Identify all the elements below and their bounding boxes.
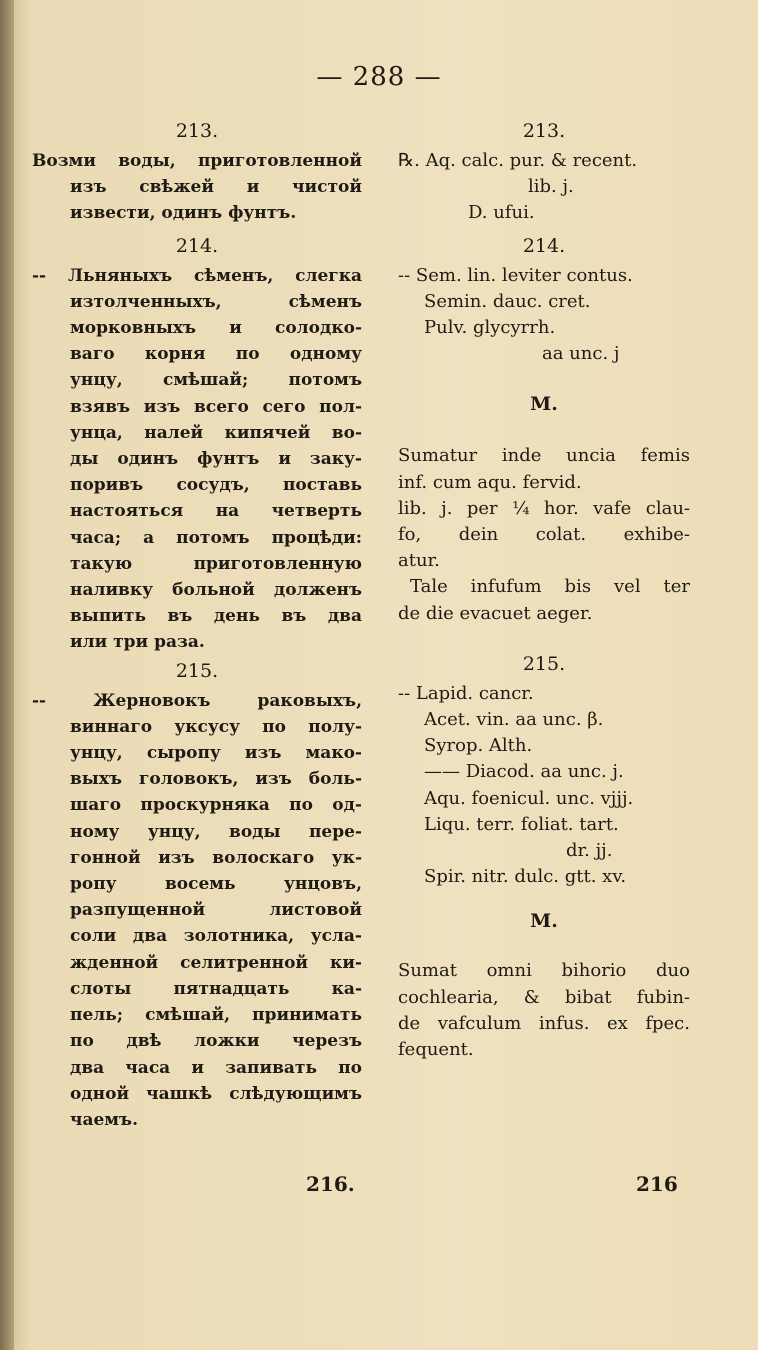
text-line: выхъ головокъ, изъ боль- xyxy=(70,769,362,790)
text-line: изтолченныхъ, сѣменъ xyxy=(70,291,362,312)
text-line: два часа и запивать по xyxy=(70,1057,362,1078)
text-line: виннаго уксусу по полу- xyxy=(70,716,362,737)
text-line: шаго проскурняка по од- xyxy=(70,795,362,816)
misce-mark: M. xyxy=(530,393,558,416)
text-line: lib. j. xyxy=(528,176,574,198)
text-line: -- Sem. lin. leviter contus. xyxy=(398,264,633,286)
text-line: такую приготовленную xyxy=(70,553,362,574)
text-line: Spir. nitr. dulc. gtt. xv. xyxy=(424,866,627,888)
text-line: выпить въ день въ два xyxy=(70,606,362,627)
text-line: -- Льняныхъ сѣменъ, слегка xyxy=(32,265,362,286)
text-line: inf. cum aqu. fervid. xyxy=(398,471,582,493)
text-line: ды одинъ фунтъ и заку- xyxy=(70,449,362,470)
text-line: —— Diacod. aa unc. j. xyxy=(424,761,624,783)
text-line: изъ свѣжей и чистой xyxy=(70,177,362,198)
text-line: lib. j. per ¼ hor. vafe clau- xyxy=(398,497,690,519)
text-line: Возми воды, приготовленной xyxy=(32,151,362,171)
text-line: ваго корня по одному xyxy=(70,344,362,365)
text-line: ℞. Aq. calc. pur. & recent. xyxy=(398,150,638,171)
text-line: унцу, сыропу изъ мако- xyxy=(70,743,362,764)
catchword-right: 216 xyxy=(636,1172,678,1196)
text-line: соли два золотника, усла- xyxy=(70,926,362,947)
text-line: Sumat omni bihorio duo xyxy=(398,960,690,982)
text-line: слоты пятнадцать ка- xyxy=(70,978,362,999)
text-line: fequent. xyxy=(398,1039,474,1061)
recipe-number-213-ru: 213. xyxy=(175,120,219,142)
text-line: -- Жерновокъ раковыхъ, xyxy=(32,690,362,711)
text-line: dr. jj. xyxy=(566,840,613,862)
book-spine xyxy=(0,0,14,1350)
text-line: по двѣ ложки черезъ xyxy=(70,1031,362,1052)
text-line: -- Lapid. cancr. xyxy=(398,682,534,704)
text-line: Sumatur inde uncia femis xyxy=(398,445,690,467)
text-line: Acet. vin. aa unc. β. xyxy=(424,709,604,731)
text-line: Semin. dauc. cret. xyxy=(424,290,591,312)
text-line: одной чашкѣ слѣдующимъ xyxy=(70,1083,362,1104)
text-line: наливку больной долженъ xyxy=(70,580,362,601)
text-line: пель; смѣшай, принимать xyxy=(70,1005,362,1026)
text-line: поривъ сосудъ, поставь xyxy=(70,475,362,496)
text-line: ному унцу, воды пере- xyxy=(70,821,362,842)
text-line: настояться на четверть xyxy=(70,501,362,522)
russian-column xyxy=(32,118,362,1133)
recipe-number-214-ru: 214. xyxy=(175,234,219,257)
text-line: Tale infufum bis vel ter xyxy=(410,576,690,598)
text-line: или три раза. xyxy=(70,632,205,653)
misce-mark: M. xyxy=(530,910,558,933)
text-line: гонной изъ волоскаго ук- xyxy=(70,847,362,868)
text-line: Aqu. foenicul. unc. vjjj. xyxy=(424,787,634,809)
latin-column xyxy=(398,118,690,1063)
recipe-number-214-la: 214. xyxy=(522,234,566,257)
catchword-left: 216. xyxy=(306,1172,355,1196)
text-line: жденной селитренной ки- xyxy=(70,952,362,973)
text-line: морковныхъ и солодко- xyxy=(70,318,362,339)
text-line: aa unc. j xyxy=(542,343,620,365)
text-line: унца, налей кипячей во- xyxy=(70,422,362,443)
text-line: D. ufui. xyxy=(468,202,535,224)
text-line: чаемъ. xyxy=(70,1109,138,1130)
text-line: Liqu. terr. foliat. tart. xyxy=(424,813,619,835)
text-line: унцу, смѣшай; потомъ xyxy=(70,370,362,391)
text-line: fo, dein colat. exhibe- xyxy=(398,524,690,546)
text-line: разпущенной листовой xyxy=(70,900,362,921)
text-line: cochlearia, & bibat fubin- xyxy=(398,986,690,1008)
text-line: de vafculum infus. ex fpec. xyxy=(398,1012,690,1034)
text-line: de die evacuet aeger. xyxy=(398,602,593,624)
recipe-number-215-la: 215. xyxy=(522,652,566,675)
text-line: Syrop. Alth. xyxy=(424,735,533,757)
text-line: ропу восемь унцовъ, xyxy=(70,874,362,895)
page-number: — 288 — xyxy=(316,62,442,92)
text-line: взявъ изъ всего сего пол- xyxy=(70,396,362,417)
text-line: извести, одинъ фунтъ. xyxy=(70,203,297,224)
text-line: atur. xyxy=(398,550,440,572)
recipe-number-213-la: 213. xyxy=(522,120,566,142)
text-line: часа; а потомъ процѣди: xyxy=(70,527,362,548)
text-line: Pulv. glycyrrh. xyxy=(424,317,556,339)
recipe-number-215-ru: 215. xyxy=(175,659,219,682)
